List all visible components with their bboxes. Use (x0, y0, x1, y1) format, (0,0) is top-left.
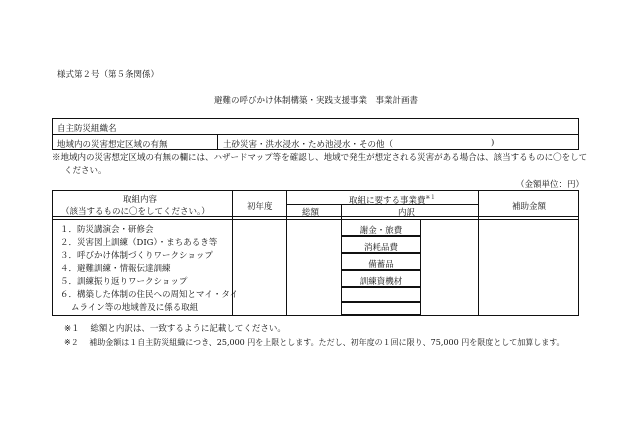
area-close: ) (491, 138, 495, 148)
footnote-2-mark: ※２ (64, 338, 79, 347)
header-content: 取組内容 (123, 195, 158, 205)
content-item-6-cont: ムライン等の地域普及に係る取組 (71, 303, 199, 313)
content-item-5[interactable]: ５．訓練振り返りワークショップ (60, 277, 188, 287)
header-cost-label: 取組に要する事業費 (349, 195, 426, 206)
breakdown-row-6[interactable] (341, 302, 421, 315)
breakdown-label-3: 備蓄品 (368, 260, 394, 270)
breakdown-row-3[interactable] (341, 253, 421, 270)
content-item-2[interactable]: ２．災害図上訓練（DIG）・まちあるき等 (60, 238, 218, 248)
area-divider (217, 134, 218, 150)
breakdown-row-4[interactable] (341, 270, 421, 287)
page-title: 避難の呼びかけ体制構築・実践支援事業 事業計画書 (214, 96, 419, 106)
breakdown-row-5[interactable] (341, 287, 421, 302)
content-item-3[interactable]: ３．呼びかけ体制づくりワークショップ (60, 251, 213, 261)
col-line-2 (286, 191, 287, 315)
footnote-2-text: 補助金額は１自主防災組織につき、25,000 円を上限とします。ただし、初年度の１回に限り、75,000 円を限度として加算します。 (89, 338, 565, 347)
content-item-4[interactable]: ４．避難訓練・情報伝達訓練 (60, 264, 171, 274)
header-breakdown: 内訳 (398, 208, 416, 218)
content-item-6[interactable]: ６．構築した体制の住民への周知とマイ・タイ (60, 290, 239, 300)
breakdown-label-2: 消耗品費 (363, 243, 398, 253)
area-label: 地域内の災害想定区域の有無 (57, 140, 168, 150)
breakdown-label-4: 訓練資機材 (359, 277, 403, 287)
area-row (53, 134, 578, 150)
form-number: 様式第２号（第５条関係） (57, 70, 160, 80)
content-item-1[interactable]: １．防災講演会・研修会 (60, 225, 154, 235)
area-note-line2: ください。 (64, 166, 107, 176)
breakdown-row-1[interactable] (341, 219, 421, 236)
footnote-1-mark: ※１ (64, 324, 80, 334)
unit-note: （金額単位：円） (516, 180, 585, 190)
footnote-2 (64, 339, 565, 347)
header-first-year: 初年度 (247, 202, 273, 212)
plan-table (52, 190, 579, 316)
footnote-1 (64, 325, 286, 334)
area-note-line1: ※地域内の災害想定区域の有無の欄には、ハザードマップ等を確認し、地域で発生が想定される災害がある場合は、該当するものに〇をして (52, 153, 588, 163)
header-cost-sup: ※１ (425, 195, 436, 201)
area-options[interactable]: 土砂災害・洪水浸水・ため池浸水・その他（ (223, 140, 394, 150)
breakdown-label-1: 謝金・旅費 (359, 226, 403, 236)
header-subsidy: 補助金額 (512, 202, 547, 212)
header-total: 総額 (302, 208, 320, 218)
col-line-4 (478, 191, 479, 315)
breakdown-row-2[interactable] (341, 236, 421, 253)
header-cost (349, 193, 436, 206)
org-name-label: 自主防災組織名 (57, 124, 117, 134)
footnote-1-text: 総額と内訳は、一致するように記載してください。 (90, 324, 286, 334)
org-info-table (52, 118, 579, 150)
header-content-sub: （該当するものに〇をしてください。） (61, 207, 210, 217)
